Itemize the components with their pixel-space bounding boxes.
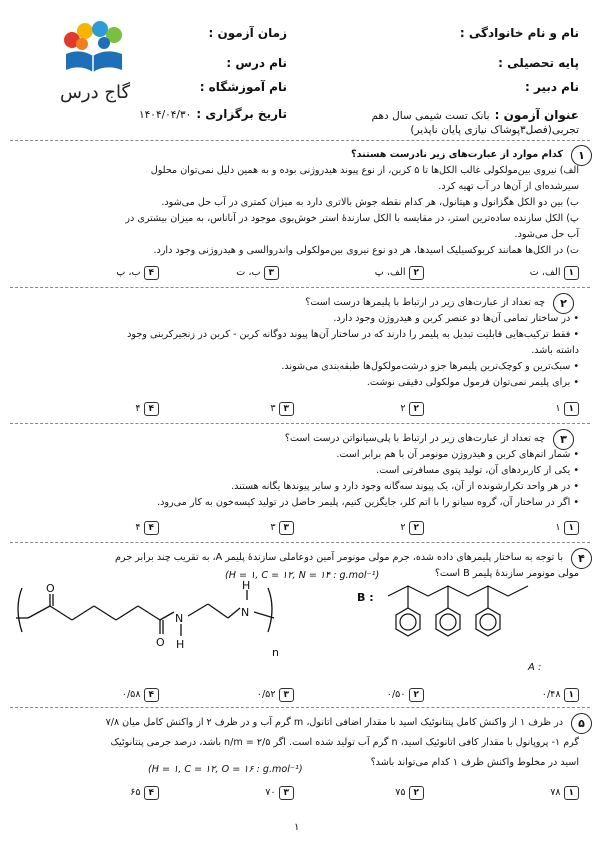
option-1[interactable]: [542, 688, 579, 702]
option-number: ۴: [144, 521, 160, 535]
option-text: ب، ت: [236, 267, 261, 278]
option-3[interactable]: [257, 688, 294, 702]
option-4[interactable]: [135, 521, 159, 535]
exam-title-value: بانک تست شیمی سال دهم: [371, 110, 490, 122]
exam-time-label: زمان آزمون :: [208, 26, 287, 40]
question-stem: چه تعداد از عبارت‌های زیر در ارتباط با پلیمرها درست است؟: [305, 297, 545, 308]
logo-text: گاج درس: [59, 82, 131, 103]
divider: [10, 140, 590, 141]
option-text: الف، پ: [374, 267, 406, 278]
svg-text:O: O: [156, 636, 165, 649]
logo: [52, 18, 138, 110]
question-number: ۲: [553, 293, 574, 314]
option-2[interactable]: [400, 402, 424, 416]
molar-mass-data: (H = ۱, C = ۱۲, N = ۱۴ : g.mol⁻¹): [225, 570, 380, 581]
grade-label: پایه تحصیلی :: [498, 56, 579, 70]
statement: • شمار اتم‌های کربن و هیدروژن مونومر آن با هم برابر است.: [336, 449, 579, 460]
exam-date: [139, 103, 287, 122]
exam-date-label: تاریخ برگزاری :: [196, 107, 287, 121]
svg-text:N: N: [175, 612, 184, 625]
question-stem: اسید در مخلوط واکنش ظرف ۱ کدام می‌تواند باشد؟: [370, 757, 579, 768]
option-2[interactable]: [400, 521, 424, 535]
option-text: ۱: [555, 522, 561, 533]
structure-a-label: A :: [528, 662, 542, 673]
statement: • اگر در ساختار آن، گروه سیانو را با اتم کلر، جایگزین کنیم، پلیمر حاصل در تولید کیسه‌خون به کار می‌رود.: [157, 497, 579, 508]
statement: • سبک‌ترین و کوچک‌ترین پلیمرها جزو درشت‌مولکول‌ها طبقه‌بندی می‌شوند.: [281, 361, 579, 372]
option-number: ۲: [409, 786, 425, 800]
option-text: ۱: [555, 403, 561, 414]
polymer-b-structure: [380, 578, 580, 673]
school-label: نام آموزشگاه :: [199, 80, 287, 94]
option-4[interactable]: [122, 688, 159, 702]
statement: • در هر واحد تکرارشونده از آن، یک پیوند سه‌گانه وجود دارد و سایر پیوندها یگانه هستند.: [231, 481, 579, 492]
divider: [10, 423, 590, 424]
polymer-a-structure: [10, 580, 310, 670]
question-number: ۱: [571, 145, 592, 166]
option-number: ۳: [279, 521, 295, 535]
option-number: ۱: [564, 266, 580, 280]
option-text: ۰/۵۲: [256, 689, 276, 700]
option-number: ۲: [409, 688, 425, 702]
svg-text:H: H: [242, 580, 251, 592]
statement: آب حل می‌شود.: [514, 229, 579, 240]
option-text: ۷۸: [550, 787, 561, 798]
option-text: ۰/۵۸: [121, 689, 141, 700]
option-3[interactable]: [265, 786, 294, 800]
option-text: ۷۰: [265, 787, 276, 798]
option-4[interactable]: [116, 266, 159, 280]
option-1[interactable]: [530, 266, 579, 280]
option-text: ۳: [270, 522, 276, 533]
statement: سیرشده‌ای از آن‌ها در آب تهیه کرد.: [438, 181, 579, 192]
option-2[interactable]: [375, 266, 424, 280]
svg-text:N: N: [241, 606, 250, 619]
book-tree-icon: [52, 18, 138, 110]
statement: الف) نیروی بین‌مولکولی غالب الکل‌ها تا ۵ کربن، از نوع پیوند هیدروژنی بوده و به همین دلیل نمی‌توان محلول: [150, 165, 579, 176]
statement: • در ساختار تمامی آن‌ها دو عنصر کربن و هیدروژن وجود دارد.: [333, 313, 579, 324]
option-number: ۴: [144, 266, 160, 280]
option-number: ۲: [409, 402, 425, 416]
option-number: ۱: [564, 786, 580, 800]
student-name-label: نام و نام خانوادگی :: [459, 26, 579, 40]
divider: [10, 542, 590, 543]
option-2[interactable]: [387, 688, 424, 702]
divider: [10, 287, 590, 288]
option-3[interactable]: [236, 266, 279, 280]
option-number: ۲: [409, 521, 425, 535]
statement: پ) الکل سازنده ساده‌ترین استر، در مقایسه با الکل سازندهٔ استر خوش‌بوی موجود در آناناس، به میزان بیشتری در: [125, 213, 579, 224]
option-text: ۰/۵۰: [386, 689, 406, 700]
question-number: ۴: [571, 548, 592, 569]
statement: داشته باشد.: [531, 345, 579, 356]
option-text: ۲: [400, 522, 406, 533]
statement: ت) در الکل‌ها همانند کربوکسیلیک اسیدها، هر دو نوع نیروی بین‌مولکولی واندروالسی و هیدروژنی وجود دارد.: [153, 245, 579, 256]
chapter-title: تجربی(فصل۳پوشاک نیازی پایان ناپذیر): [410, 124, 579, 136]
question-stem: چه تعداد از عبارت‌های زیر در ارتباط با پلی‌سیانواتن درست است؟: [284, 433, 545, 444]
option-text: ب، پ: [116, 267, 141, 278]
option-text: الف، ت: [529, 267, 561, 278]
exam-title: [372, 104, 579, 123]
option-1[interactable]: [555, 521, 579, 535]
statement: • برای پلیمر نمی‌توان فرمول مولکولی دقیقی نوشت.: [366, 377, 579, 388]
option-number: ۱: [564, 402, 580, 416]
svg-text:n: n: [272, 646, 279, 659]
option-3[interactable]: [270, 521, 294, 535]
option-number: ۱: [564, 521, 580, 535]
option-4[interactable]: [130, 786, 159, 800]
subject-label: نام درس :: [226, 56, 287, 70]
page-number: ۱: [294, 822, 300, 833]
question-stem: مولی مونومر سازندهٔ پلیمر B است؟: [434, 568, 579, 579]
option-number: ۳: [279, 402, 295, 416]
option-3[interactable]: [270, 402, 294, 416]
option-number: ۳: [264, 266, 280, 280]
option-number: ۲: [409, 266, 425, 280]
option-text: ۴: [135, 403, 141, 414]
teacher-label: نام دبیر :: [525, 80, 579, 94]
option-text: ۲: [400, 403, 406, 414]
question-number: ۵: [571, 713, 592, 734]
statement: • فقط ترکیب‌هایی قابلیت تبدیل به پلیمر را دارند که در ساختار آن‌ها پیوند دوگانه کربن - کربن در زنجیرکربنی وجود: [127, 329, 579, 340]
option-number: ۴: [144, 688, 160, 702]
option-2[interactable]: [395, 786, 424, 800]
divider: [10, 707, 590, 708]
molar-mass-data: (H = ۱, C = ۱۲, O = ۱۶ : g.mol⁻¹): [148, 764, 303, 775]
option-number: ۳: [279, 786, 295, 800]
question-stem: در ظرف ۱ از واکنش کامل پنتانوئیک اسید با مقدار اضافی اتانول، m گرم آب و در ظرف ۲ از واکنش کامل میان ۷/۸: [105, 717, 563, 728]
option-text: ۶۵: [130, 787, 141, 798]
svg-text:O: O: [46, 582, 55, 595]
structure-b-label: B :: [357, 591, 374, 604]
question-stem: گرم ۱- پروپانول با مقدار کافی اتانوئیک اسید، n گرم آب تولید شده است. اگر n/m = ۲/۵ باشد، درصد جرمی پنتانوئیک: [110, 737, 579, 748]
option-number: ۳: [279, 688, 295, 702]
option-number: ۱: [564, 688, 580, 702]
option-4[interactable]: [135, 402, 159, 416]
question-stem: کدام موارد از عبارت‌های زیر نادرست هستند؟: [351, 149, 563, 160]
statement: • یکی از کاربردهای آن، تولید پتوی مسافرتی است.: [376, 465, 579, 476]
statement: ب) بین دو الکل هگزانول و هپتانول، هر کدام نقطه جوش بالاتری دارد به میزان کمتری در آب حل می‌شود.: [161, 197, 579, 208]
option-text: ۳: [270, 403, 276, 414]
exam-date-value: ۱۴۰۴/۰۴/۳۰: [139, 109, 192, 121]
option-number: ۴: [144, 786, 160, 800]
option-text: ۰/۴۸: [541, 689, 561, 700]
svg-text:H: H: [176, 638, 185, 651]
option-1[interactable]: [550, 786, 579, 800]
option-1[interactable]: [555, 402, 579, 416]
option-text: ۷۵: [395, 787, 406, 798]
option-number: ۴: [144, 402, 160, 416]
exam-title-label: عنوان آزمون :: [494, 108, 579, 122]
question-number: ۳: [553, 429, 574, 450]
option-text: ۴: [135, 522, 141, 533]
question-stem: با توجه به ساختار پلیمرهای داده شده، جرم مولی مونومر آمین دوعاملی سازندهٔ پلیمر A، به تقریب چند برابر جرم: [114, 552, 563, 563]
